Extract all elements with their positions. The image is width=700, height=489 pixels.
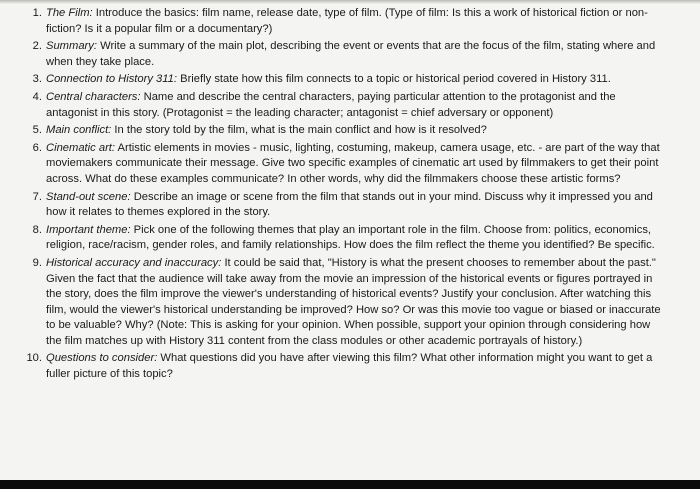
document-page (0, 6, 700, 476)
item-heading: Central characters: (46, 90, 141, 103)
item-number: 5. (32, 124, 42, 137)
item-number: 1. (32, 7, 42, 19)
assignment-question-list (0, 6, 700, 383)
item-text: Write a summary of the main plot, describing the event or events that are the focus of the film, stating where and when they take place. (46, 40, 656, 68)
item-heading: The Film: (46, 7, 93, 19)
item-heading: Questions to consider: (46, 352, 158, 365)
item-number: 2. (32, 40, 42, 53)
item-number: 3. (32, 73, 42, 86)
item-heading: Connection to History 311: (46, 73, 178, 86)
item-text: Introduce the basics: film name, release date, type of film. (Type of film: Is this a work of historical fiction or non-fiction? Is it a popular film or a documentary?) (46, 7, 648, 35)
list-item (0, 190, 700, 221)
item-heading: Stand-out scene: (46, 190, 131, 203)
list-item (0, 256, 700, 350)
item-heading: Important theme: (46, 223, 131, 236)
item-text: Artistic elements in movies - music, lighting, costuming, makeup, camera usage, etc. - are part of the way that moviemakers communicate their message. Give two specific examples of cinematic art used by filmmakers to get their point across. What do these examples communicate? In other words, why did the filmmakers choose these artistic forms? (46, 141, 660, 185)
item-number: 6. (32, 141, 42, 154)
list-item (0, 123, 700, 139)
list-item (0, 39, 700, 70)
item-text: Describe an image or scene from the film that stands out in your mind. Discuss why it impressed you and how it relates to themes explored in the story. (46, 190, 653, 219)
item-number: 8. (32, 223, 42, 236)
item-text: Briefly state how this film connects to a topic or historical period covered in History 311. (177, 73, 611, 86)
list-item (0, 72, 700, 88)
list-item (0, 351, 700, 382)
item-number: 4. (32, 90, 42, 103)
list-item (0, 6, 700, 37)
item-text: Name and describe the central characters, paying particular attention to the protagonist and the antagonist in this story. (Protagonist = the leading character; antagonist = chief adversary or opponent) (46, 90, 616, 119)
list-item (0, 223, 700, 254)
item-number: 10. (26, 352, 42, 365)
item-text: Pick one of the following themes that play an important role in the film. Choose from: politics, economics, religion, race/racism, gender roles, and family relationships. How does the film reflect the theme you identified? Be specific. (46, 223, 655, 252)
item-heading: Historical accuracy and inaccuracy: (46, 256, 222, 269)
item-heading: Cinematic art: (46, 141, 116, 154)
list-item (0, 141, 700, 188)
item-text: What questions did you have after viewing this film? What other information might you want to get a fuller picture of this topic? (46, 352, 653, 381)
list-item (0, 90, 700, 121)
item-text: In the story told by the film, what is the main conflict and how is it resolved? (111, 124, 487, 137)
item-heading: Summary: (46, 40, 97, 53)
item-heading: Main conflict: (46, 124, 112, 137)
item-number: 9. (32, 256, 42, 269)
page-bottom-edge (0, 480, 700, 489)
item-text: It could be said that, "History is what the present chooses to remember about the past." Given the fact that the audience will take away from the movie an impression of the historical events or figures portrayed in the story, does the film improve the viewer's understanding of historical events? Justify your conclusion. After watching this film, would the viewer's historical understanding be improved? How so? Or was this movie too vague or biased or inaccurate to be valuable? Why? (Note: This is asking for your opinion. When possible, support your opinion through considering how the film matches up with History 311 content from the class modules or other academic portrayals of history.) (46, 256, 661, 347)
item-number: 7. (32, 190, 42, 203)
page-top-edge (0, 0, 700, 4)
